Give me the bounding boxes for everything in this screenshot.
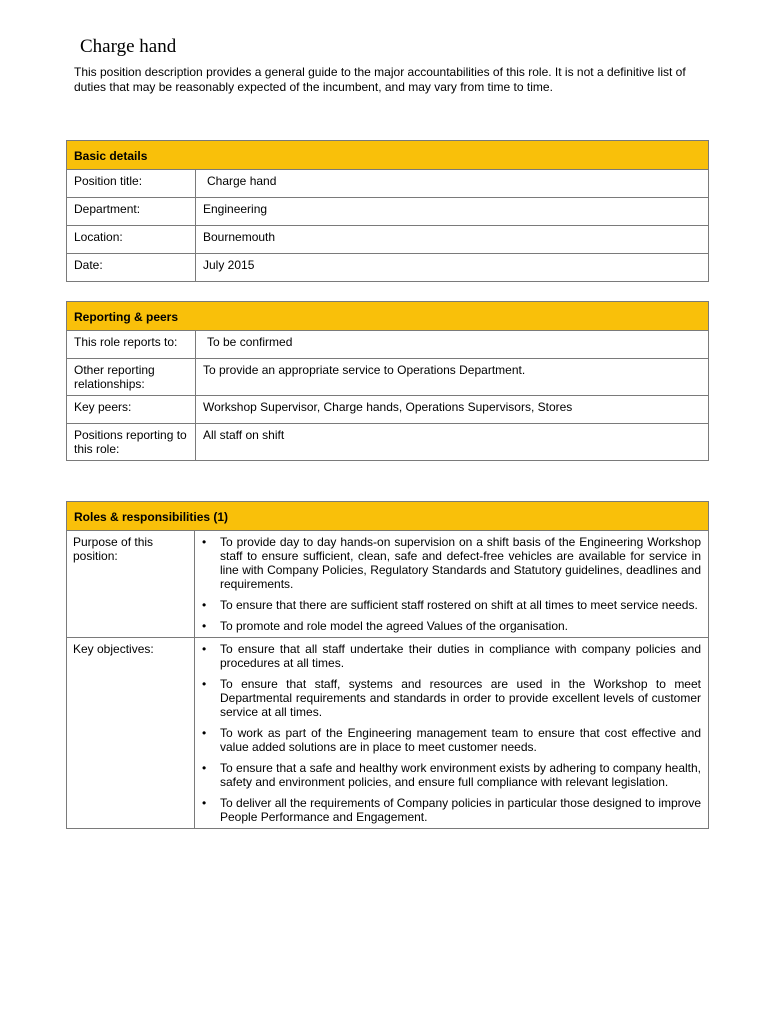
list-item: • To ensure that there are sufficient staff rostered on shift at all times to meet service needs. [201, 598, 701, 612]
roles-heading: Roles & responsibilities (1) [67, 502, 709, 531]
list-item: • To ensure that all staff undertake their duties in compliance with company policies and procedures at all times. [201, 642, 701, 670]
reporting-table [66, 301, 709, 461]
list-item: • To provide day to day hands-on supervision on a shift basis of the Engineering Workshop staff to ensure sufficient, clean, safe and defect-free vehicles are available for service in line with Company Policies, Regulatory Standards and Statutory guidelines, deadlines and requirements. [201, 535, 701, 591]
reports-to-label: This role reports to: [67, 331, 196, 359]
purpose-cell [195, 531, 709, 638]
roles-table [66, 501, 709, 829]
other-reporting-label: Other reporting relationships: [67, 359, 196, 396]
purpose-label: Purpose of this position: [67, 531, 195, 638]
list-item: • To work as part of the Engineering management team to ensure that cost effective and value added solutions are in place to meet customer needs. [201, 726, 701, 754]
basic-details-table [66, 140, 709, 282]
date-value: July 2015 [196, 254, 709, 282]
objectives-list [201, 642, 701, 824]
key-peers-label: Key peers: [67, 396, 196, 424]
document-title: Charge hand [80, 36, 177, 57]
position-title-label: Position title: [67, 170, 196, 198]
list-item: • To promote and role model the agreed Values of the organisation. [201, 619, 701, 633]
other-reporting-value: To provide an appropriate service to Operations Department. [196, 359, 709, 396]
reports-to-value: To be confirmed [196, 331, 709, 359]
objectives-label: Key objectives: [67, 638, 195, 829]
location-label: Location: [67, 226, 196, 254]
purpose-list [201, 535, 701, 633]
basic-details-heading: Basic details [67, 141, 709, 170]
list-item: • To ensure that staff, systems and resources are used in the Workshop to meet Departmental requirements and standards in order to provide excellent levels of customer service at all times. [201, 677, 701, 719]
positions-reporting-value: All staff on shift [196, 424, 709, 461]
date-label: Date: [67, 254, 196, 282]
positions-reporting-label: Positions reporting to this role: [67, 424, 196, 461]
department-value: Engineering [196, 198, 709, 226]
list-item: • To ensure that a safe and healthy work environment exists by adhering to company health, safety and environment policies, and ensure full compliance with relevant legislation. [201, 761, 701, 789]
department-label: Department: [67, 198, 196, 226]
list-item: • To deliver all the requirements of Company policies in particular those designed to improve People Performance and Engagement. [201, 796, 701, 824]
location-value: Bournemouth [196, 226, 709, 254]
intro-paragraph: This position description provides a general guide to the major accountabilities of this role. It is not a definitive list of duties that may be reasonably expected of the incumbent, and may vary from time to time. [74, 65, 686, 94]
key-peers-value: Workshop Supervisor, Charge hands, Operations Supervisors, Stores [196, 396, 709, 424]
position-title-value: Charge hand [196, 170, 709, 198]
reporting-heading: Reporting & peers [67, 302, 709, 331]
objectives-cell [195, 638, 709, 829]
